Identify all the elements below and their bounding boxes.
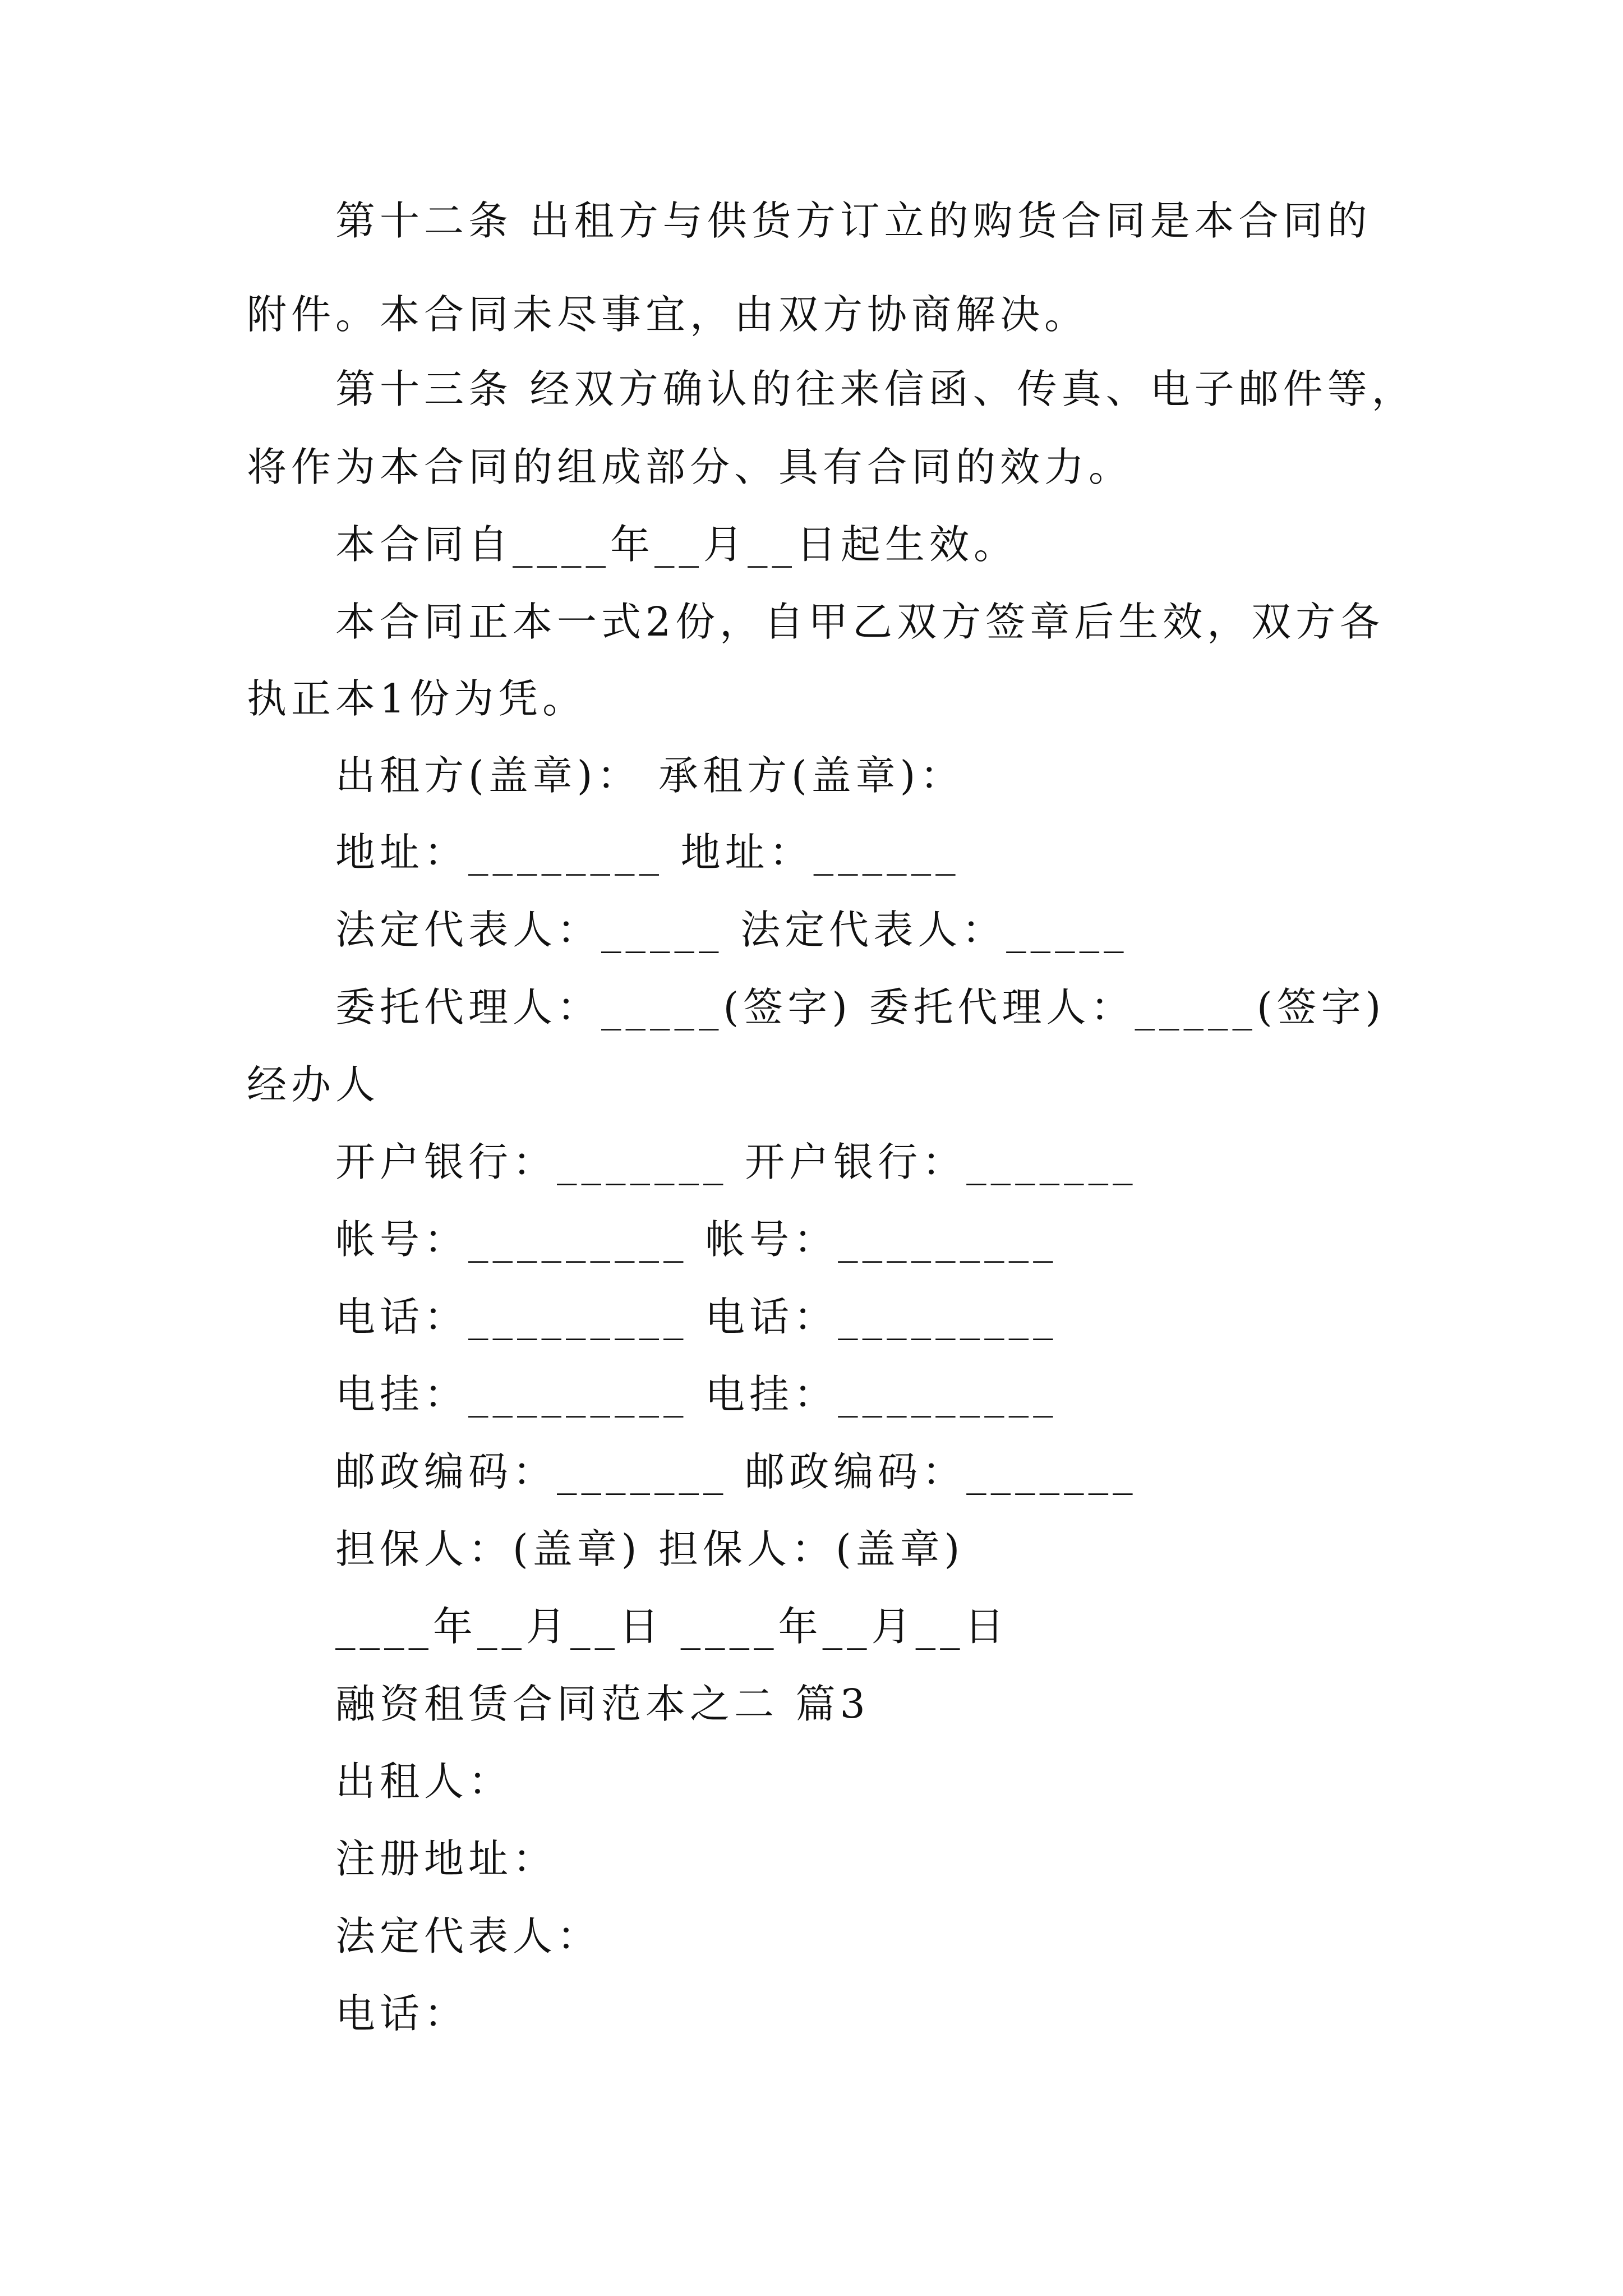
- telegraph-line: 电挂：_________ 电挂：_________: [335, 1371, 1058, 1418]
- agent-line: 委托代理人：_____(签字) 委托代理人：_____(签字): [335, 984, 1386, 1030]
- signature-date-line: ____年__月__日 ____年__月__日: [335, 1603, 1009, 1650]
- clause-12-line-2: 附件。本合同未尽事宜，由双方协商解决。: [247, 291, 1089, 338]
- account-line: 帐号：_________ 帐号：_________: [335, 1216, 1058, 1263]
- guarantor-line: 担保人：(盖章) 担保人：(盖章): [335, 1526, 965, 1572]
- copies-line-1: 本合同正本一式2份，自甲乙双方签章后生效，双方各: [335, 599, 1385, 645]
- handler-line: 经办人: [247, 1061, 380, 1108]
- address-line: 地址：________ 地址：______: [335, 829, 960, 876]
- registered-address-line: 注册地址：: [335, 1835, 557, 1882]
- party-seal-line: 出租方(盖章)： 承租方(盖章)：: [335, 752, 965, 799]
- postal-code-line: 邮政编码：_______ 邮政编码：_______: [335, 1448, 1137, 1495]
- legal-representative-line: 法定代表人：: [335, 1913, 602, 1959]
- clause-13-line-2: 将作为本合同的组成部分、具有合同的效力。: [247, 444, 1133, 490]
- effective-date-line: 本合同自____年__月__日起生效。: [335, 521, 1018, 568]
- bank-line: 开户银行：_______ 开户银行：_______: [335, 1139, 1137, 1185]
- clause-12-line-1: 第十二条 出租方与供货方订立的购货合同是本合同的: [335, 197, 1372, 244]
- section-title: 融资租赁合同范本之二 篇3: [335, 1681, 870, 1727]
- legal-rep-line: 法定代表人：_____ 法定代表人：_____: [335, 907, 1128, 953]
- lessor-line: 出租人：: [335, 1758, 513, 1805]
- phone-line: 电话：_________ 电话：_________: [335, 1294, 1058, 1340]
- telephone-line: 电话：: [335, 1990, 469, 2037]
- clause-13-line-1: 第十三条 经双方确认的往来信函、传真、电子邮件等，: [335, 366, 1416, 412]
- copies-line-2: 执正本1份为凭。: [247, 675, 587, 722]
